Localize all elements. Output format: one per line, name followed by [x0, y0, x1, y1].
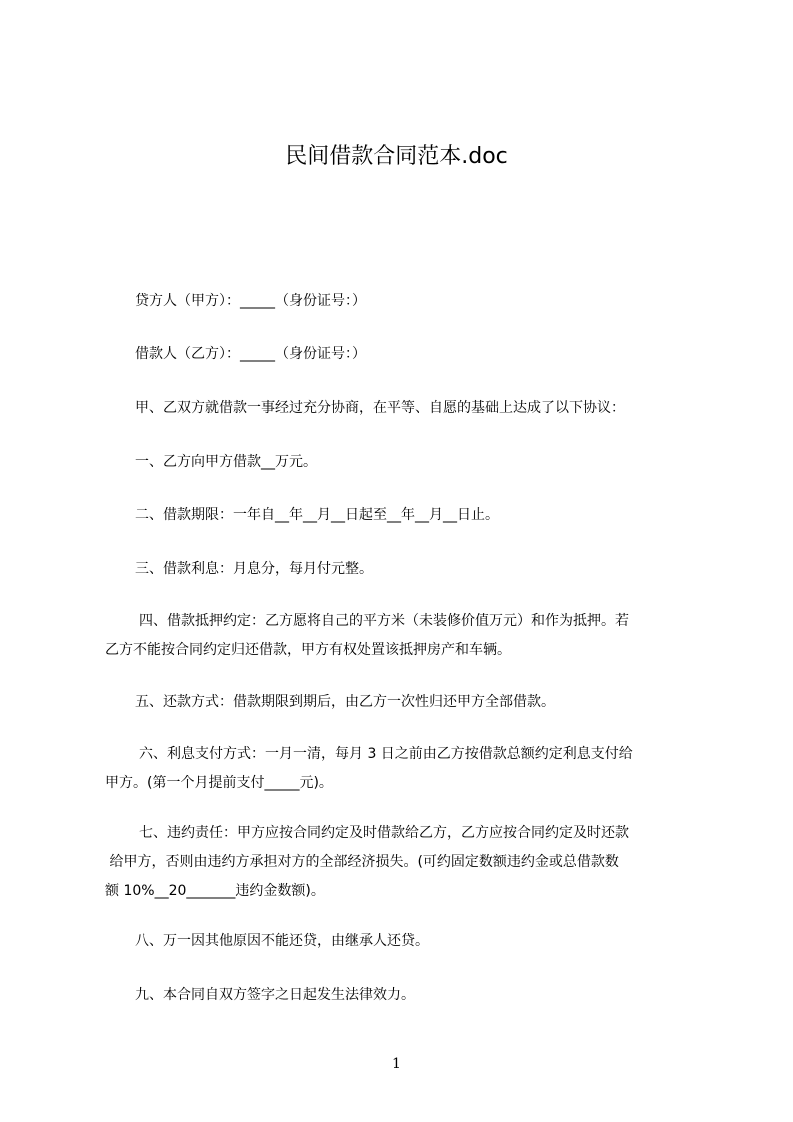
- clause-3: [105, 555, 705, 584]
- clause-6: [105, 740, 705, 798]
- clause-1: [105, 448, 705, 477]
- paragraph-line: 甲、乙双方就借款一事经过充分协商，在平等、自愿的基础上达成了以下协议：: [135, 400, 625, 416]
- paragraph-line: 额 10%__20_______违约金数额)。: [105, 883, 325, 899]
- paragraph-line: 乙方不能按合同约定归还借款，甲方有权处置该抵押房产和车辆。: [105, 642, 511, 658]
- paragraph-line: 甲方。(第一个月提前支付_____元)。: [105, 775, 333, 791]
- paragraph-line: [105, 740, 705, 769]
- clause-8: [105, 927, 705, 956]
- paragraph-line: [105, 819, 705, 848]
- paragraph-line-text: 四、借款抵押约定：乙方愿将自己的平方米（未装修价值万元）和作为抵押。若: [139, 613, 629, 629]
- paragraph-line: 五、还款方式：借款期限到期后，由乙方一次性归还甲方全部借款。: [135, 694, 555, 710]
- document-title: 民间借款合同范本.doc: [285, 144, 508, 169]
- paragraph-line-text: 七、违约责任：甲方应按合同约定及时借款给乙方，乙方应按合同约定及时还款: [139, 825, 629, 841]
- paragraph-line: [105, 607, 705, 636]
- paragraph-line: 贷方人（甲方）：_____（身份证号：）: [135, 293, 366, 309]
- paragraph-lender: [105, 287, 705, 316]
- clause-9: [105, 981, 705, 1010]
- paragraph-line: 借款人（乙方）：_____（身份证号：）: [135, 346, 366, 362]
- paragraph-line: 八、万一因其他原因不能还贷，由继承人还贷。: [135, 933, 429, 949]
- paragraph-agreement-intro: [105, 394, 705, 423]
- clause-5: [105, 688, 705, 717]
- clause-7: [105, 819, 705, 906]
- paragraph-line: 给甲方，否则由违约方承担对方的全部经济损失。(可约固定数额违约金或总借款数: [105, 854, 619, 870]
- paragraph-line: 一、乙方向甲方借款__万元。: [135, 454, 317, 470]
- clause-2: [105, 501, 705, 530]
- page-number: 1: [392, 1056, 401, 1072]
- paragraph-line: 二、借款期限：一年自__年__月__日起至__年__月__日止。: [135, 507, 499, 523]
- paragraph-borrower: [105, 340, 705, 369]
- paragraph-line: 九、本合同自双方签字之日起发生法律效力。: [135, 987, 415, 1003]
- clause-4: [105, 607, 705, 665]
- paragraph-line-text: 六、利息支付方式：一月一清，每月 3 日之前由乙方按借款总额约定利息支付给: [139, 746, 633, 762]
- paragraph-line: 三、借款利息：月息分，每月付元整。: [135, 561, 373, 577]
